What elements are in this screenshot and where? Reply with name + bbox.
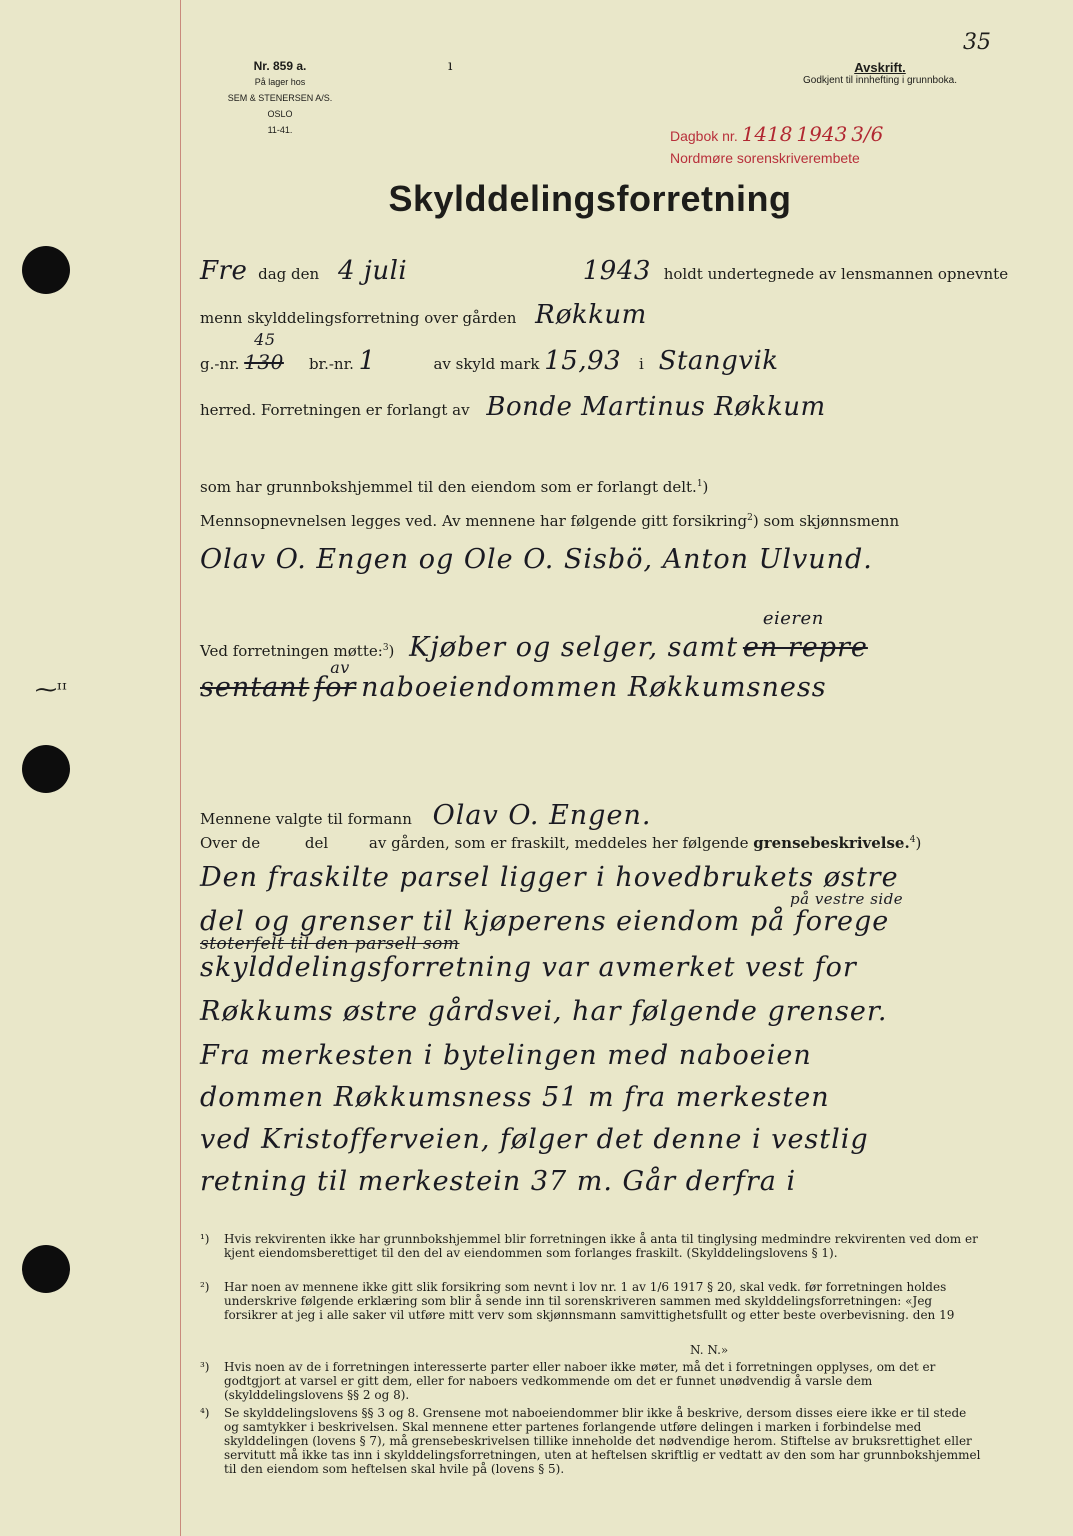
skyld-value: 15,93 (544, 346, 622, 376)
footnote-number: ¹) (200, 1232, 210, 1246)
present-label: Ved forretningen møtte: (200, 642, 383, 660)
oath-suffix: som skjønnsmenn (763, 512, 900, 530)
farm-label: menn skylddelingsforretning over gården (200, 309, 517, 327)
gnr-new: 45 (254, 330, 276, 349)
farm-line (200, 300, 647, 330)
brnr-value: 1 (358, 346, 376, 376)
boundary-line: Fra merkesten i bytelingen med naboeien (200, 1040, 812, 1071)
stamp-date: 3/6 (851, 122, 884, 146)
requester-line (200, 392, 826, 422)
gnr-old: 130 (244, 350, 284, 374)
present-struck-2: sentant (200, 672, 310, 703)
hjemmel-line: som har grunnbokshjemmel til den eiendom som er forlangt delt.$^1$) (200, 478, 709, 496)
year-value: 1943 (582, 256, 651, 286)
punch-hole (22, 246, 70, 294)
chair-line (200, 800, 651, 831)
boundary-line: Røkkums østre gårdsvei, har følgende grenser. (200, 996, 888, 1027)
footnote-text: Se skylddelingslovens §§ 3 og 8. Grensene mot naboeiendommer blir ikke å beskrive, dersom disses eiere ikke er til stede og samtykker i beskrivelsen. Skal mennene etter partenes forlangende utføre delingen i marken i forbindelse med skylddelingen (lovens § 7), må grensebeskrivelsen tillike inneholde det nødvendige herom. Stiftelse av bruksrettighet eller servitutt må ikke tas inn i skylddelingsforretningen, uten at heftelsen skriftlig er vedtatt av den som har grunnbokshjemmel til den eiendom som heftelsen skal hvile på (lovens § 5). (224, 1406, 981, 1476)
herred-value: Stangvik (658, 346, 779, 376)
i-label: i (639, 355, 644, 373)
page-title: Skylddelingsforretning (388, 178, 792, 219)
form-date: 11-41. (267, 125, 293, 135)
boundary-intro-1: Over de (200, 834, 261, 852)
herred-label: herred. Forretningen er forlangt av (200, 401, 470, 419)
copy-header (770, 60, 990, 86)
oath-line: Mennsopnevnelsen legges ved. Av mennene har følgende gitt forsikring$^2$) som skjønnsmenn (200, 512, 900, 530)
copy-subtitle: Godkjent til innhefting i grunnboka. (803, 75, 957, 86)
appraisers-line (200, 544, 873, 575)
page-number: 35 (963, 30, 991, 55)
punch-hole (22, 745, 70, 793)
punch-hole (22, 1245, 70, 1293)
boundary-line: Den fraskilte parsel ligger i hovedbrukets østre (200, 862, 899, 893)
footnote-text: Hvis noen av de i forretningen interesserte parter eller naboer ikke møter, må det i forretningen opplyses, om det er godtgjort at varsel er gitt dem, eller for naboers vedkommende om det er funnet unødvendig å varsle dem (skylddelingslovens §§ 2 og 8). (224, 1360, 936, 1402)
present-line-2 (200, 658, 827, 703)
requester: Bonde Martinus Røkkum (486, 392, 826, 422)
hjemmel-text: som har grunnbokshjemmel til den eiendom som er forlangt delt. (200, 478, 697, 496)
margin-line (180, 0, 181, 1536)
margin-mark: ⁓ᶦᶦ (35, 678, 68, 703)
stamp-year: 1943 (796, 122, 848, 146)
boundary-line: skylddelingsforretning var avmerket vest for (200, 952, 857, 983)
farm-name: Røkkum (535, 300, 647, 330)
footnote-text: Har noen av mennene ikke gitt slik forsikring som nevnt i lov nr. 1 av 1/6 1917 § 20, skal vedk. før forretningen holdes underskrive følgende erklæring som blir å sende inn til sorenskriveren sammen med skylddelingsforretningen: «Jeg forsikrer at jeg i alle saker vil utføre mitt verv som skjønnsmann samvittighetsfullt og etter beste overbevisning. den 19 (224, 1280, 955, 1322)
footnote-signature: N. N.» (690, 1343, 729, 1357)
boundary-line: del og grenser til kjøperens eiendom på forege (200, 906, 890, 937)
present-insert: eieren (762, 608, 824, 629)
chair-label: Mennene valgte til formann (200, 810, 412, 828)
present-line: Ved forretningen møtte:$^3$) Kjøber og selger, samt en repre eieren (200, 608, 868, 663)
gnr-label: g.-nr. (200, 355, 240, 373)
present-struck-3: for (314, 672, 357, 703)
appraisers: Olav O. Engen og Ole O. Sisbö, Anton Ulvund. (200, 544, 873, 575)
footnote-text: Hvis rekvirenten ikke har grunnbokshjemmel blir forretningen ikke å anta til tinglysing medmindre rekvirenten ved dom er kjent eiendomsberettiget til den del av eiendommen som forlanges fraskilt. (Skylddelingslovens § 1). (224, 1232, 978, 1260)
day-label: dag den (258, 265, 320, 283)
present-struck: en repre (742, 632, 868, 663)
present-neighbor: naboeiendommen Røkkumsness (361, 672, 827, 703)
boundary-struck: stoterfelt til den parsell som (200, 934, 460, 954)
footnote-number: ³) (200, 1360, 210, 1374)
boundary-intro-3: av gården, som er fraskilt, meddeles her følgende (368, 834, 749, 852)
boundary-intro-2: del (304, 834, 329, 852)
stamp-office: Nordmøre sorenskriverembete (670, 150, 860, 166)
boundary-line: retning til merkestein 37 m. Går derfra i (200, 1166, 797, 1197)
boundary-line: dommen Røkkumsness 51 m fra merkesten (200, 1082, 830, 1113)
brnr-label: br.-nr. (308, 355, 354, 373)
chair-name: Olav O. Engen. (432, 800, 652, 831)
stamp-prefix: Dagbok nr. (670, 128, 738, 144)
publisher-line2: SEM & STENERSEN A/S. OSLO (227, 93, 333, 119)
oath-text: Mennsopnevnelsen legges ved. Av mennene har følgende gitt forsikring (200, 512, 748, 530)
copy-title: Avskrift. (854, 60, 906, 75)
registry-stamp (670, 123, 883, 169)
mark: ı (448, 58, 453, 74)
gnr-line (200, 330, 779, 376)
publisher-line1: På lager hos (254, 77, 306, 87)
date-line (200, 256, 1008, 286)
boundary-intro-bold: grensebeskrivelse. (753, 834, 910, 852)
footnote-number: ²) (200, 1280, 210, 1294)
held-text: holdt undertegnede av lensmannen opnevnte (663, 265, 1009, 283)
boundary-line: ved Kristofferveien, følger det denne i vestlig (200, 1124, 869, 1155)
date-value: 4 juli (337, 256, 408, 286)
skyld-label: av skyld mark (433, 355, 540, 373)
form-info (220, 58, 340, 138)
footnote-number: ⁴) (200, 1406, 210, 1420)
weekday: Fre (200, 256, 248, 286)
boundary-intro: Over de del av gården, som er fraskilt, meddeles her følgende grensebeskrivelse.$^4$) (200, 834, 922, 852)
present-insert-2: av (330, 658, 350, 677)
stamp-dagbok-number: 1418 (741, 122, 793, 146)
form-number: Nr. 859 a. (253, 59, 307, 73)
boundary-insert: på vestre side (790, 890, 904, 908)
present-text: Kjøber og selger, samt (409, 632, 739, 663)
